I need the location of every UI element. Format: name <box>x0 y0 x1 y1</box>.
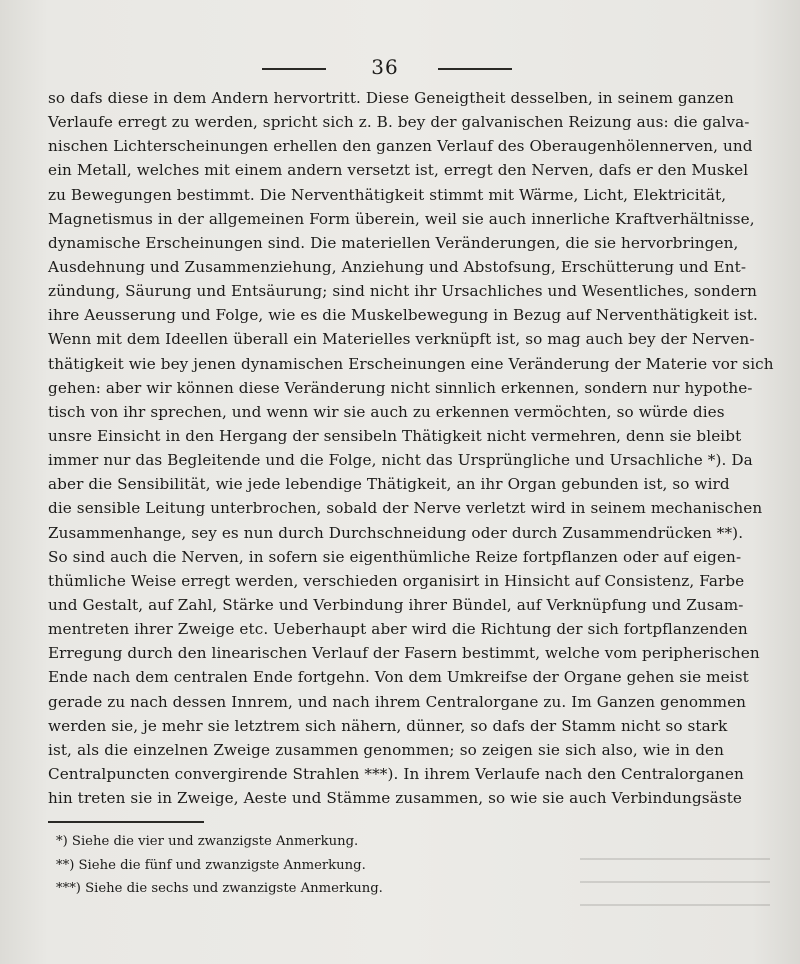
text-line: So sind auch die Nerven, in sofern sie eigenthümliche Reize fortpflanzen oder auf eigen- <box>48 547 742 566</box>
text-line: werden sie, je mehr sie letztrem sich nähern, dünner, so dafs der Stamm nicht so stark <box>48 716 728 735</box>
text-line: zu Bewegungen bestimmt. Die Nerventhätigkeit stimmt mit Wärme, Licht, Elektricität, <box>48 185 727 204</box>
text-line: zündung, Säurung und Entsäurung; sind nicht ihr Ursachliches und Wesentliches, sondern <box>48 282 758 301</box>
text-line: nischen Lichterscheinungen erhellen den ganzen Verlauf des Oberaugenhölennerven, und <box>48 137 753 156</box>
text-line: so dafs diese in dem Andern hervortritt. Diese Geneigtheit desselben, in seinem ganzen <box>48 89 734 107</box>
text-line: Magnetismus in der allgemeinen Form überein, weil sie auch innerliche Kraftverhältnisse, <box>48 209 755 228</box>
body-text <box>48 86 774 810</box>
text-line: Verlaufe erregt zu werden, spricht sich z. B. bey der galvanischen Reizung aus: die galva- <box>48 113 750 132</box>
text-line: ein Metall, welches mit einem andern versetzt ist, erregt den Nerven, dafs er den Muskel <box>48 161 749 180</box>
text-line: aber die Sensibilität, wie jede lebendige Thätigkeit, an ihr Organ gebunden ist, so wird <box>48 475 730 494</box>
text-line: Wenn mit dem Ideellen überall ein Materielles verknüpft ist, so mag auch bey der Nerven- <box>48 330 755 349</box>
footnote: *) Siehe die vier und zwanzigste Anmerkung. <box>56 834 359 849</box>
page-number: 36 <box>371 55 399 79</box>
show-through-text <box>580 850 770 910</box>
text-line: tisch von ihr sprechen, und wenn wir sie auch zu erkennen vermöchten, so würde dies <box>48 402 725 421</box>
footnote: ***) Siehe die sechs und zwanzigste Anmerkung. <box>56 881 383 896</box>
footnotes <box>56 830 556 901</box>
text-line: gerade zu nach dessen Innrem, und nach ihrem Centralorgane zu. Im Ganzen genommen <box>48 692 747 711</box>
text-line: thümliche Weise erregt werden, verschieden organisirt in Hinsicht auf Consistenz, Farbe <box>48 571 745 590</box>
text-line: dynamische Erscheinungen sind. Die materiellen Veränderungen, die sie hervorbringen, <box>48 233 739 252</box>
text-line: Erregung durch den linearischen Verlauf der Fasern bestimmt, welche vom peripherischen <box>48 644 760 663</box>
text-line: unsre Einsicht in den Hergang der sensibeln Thätigkeit nicht vermehren, denn sie bleibt <box>48 426 742 445</box>
header-rule-right <box>438 68 512 70</box>
text-line: ihre Aeusserung und Folge, wie es die Muskelbewegung in Bezug auf Nerventhätigkeit ist. <box>48 306 758 325</box>
text-line: thätigkeit wie bey jenen dynamischen Erscheinungen eine Veränderung der Materie vor sich <box>48 354 774 373</box>
text-line: Ende nach dem centralen Ende fortgehn. Von dem Umkreifse der Organe gehen sie meist <box>48 668 749 687</box>
text-line: Centralpuncten convergirende Strahlen ***). In ihrem Verlaufe nach den Centralorganen <box>48 764 744 783</box>
page-header <box>0 55 800 79</box>
text-line: und Gestalt, auf Zahl, Stärke und Verbindung ihrer Bündel, auf Verknüpfung und Zusam- <box>48 595 744 614</box>
footnote-rule <box>48 821 204 823</box>
text-line: die sensible Leitung unterbrochen, sobald der Nerve verletzt wird in seinem mechanischen <box>48 499 763 518</box>
text-line: immer nur das Begleitende und die Folge, nicht das Ursprüngliche und Ursachliche *). Da <box>48 451 753 470</box>
text-line: mentreten ihrer Zweige etc. Ueberhaupt aber wird die Richtung der sich fortpflanzenden <box>48 620 748 639</box>
header-rule-left <box>262 68 326 70</box>
text-line: gehen: aber wir können diese Veränderung nicht sinnlich erkennen, sondern nur hypothe- <box>48 378 753 397</box>
text-line: ist, als die einzelnen Zweige zusammen genommen; so zeigen sie sich also, wie in den <box>48 740 724 759</box>
text-line: Zusammenhange, sey es nun durch Durchschneidung oder durch Zusammendrücken **). <box>48 523 744 542</box>
footnote: **) Siehe die fünf und zwanzigste Anmerkung. <box>56 857 366 873</box>
text-line: hin treten sie in Zweige, Aeste und Stämme zusammen, so wie sie auch Verbindungsäste <box>48 789 742 808</box>
text-line: Ausdehnung und Zusammenziehung, Anziehung und Abstofsung, Erschütterung und Ent- <box>48 257 747 276</box>
